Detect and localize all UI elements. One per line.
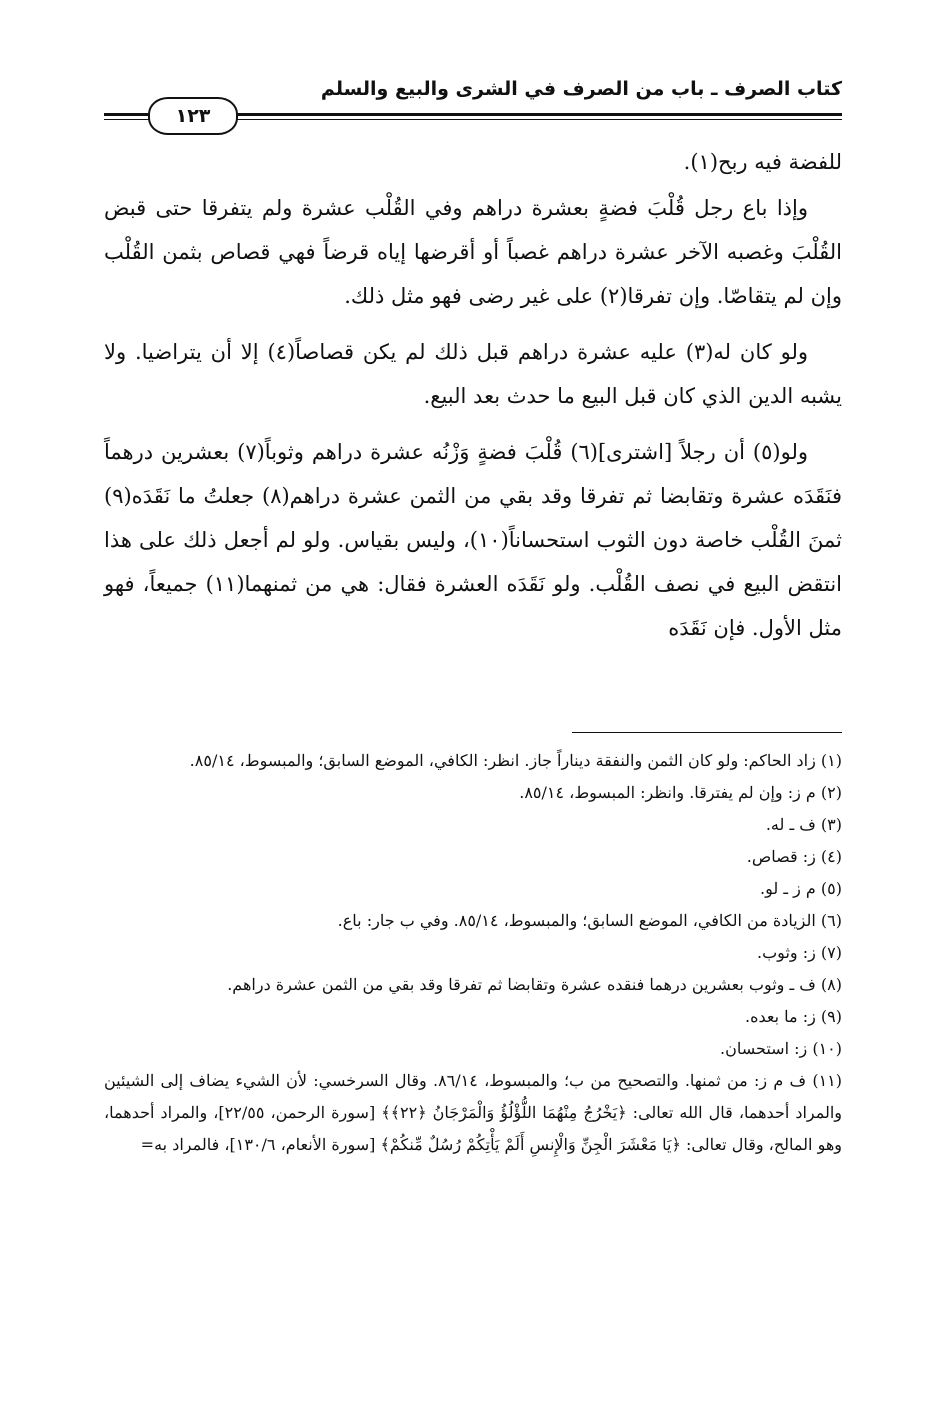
footnotes — [104, 745, 842, 1161]
page-number-badge: ١٢٣ — [148, 97, 238, 135]
footnote-4: (٤) ز: قصاص. — [746, 847, 842, 866]
footnote-11: (١١) ف م ز: من ثمنها. والتصحيح من ب؛ والمبسوط، ٨٦/١٤. وقال السرخسي: لأن الشيء يضاف إلى الشيئين والمراد أحدهما، قال الله تعالى: ﴿يَخْرُجُ مِنْهُمَا اللُّؤْلُؤُ وَالْمَرْجَانُ ﴿٢٢﴾﴾ [سورة الرحمن، ٢٢/٥٥]، والمراد أحدهما، وهو المالح، وقال تعالى: ﴿يَا مَعْشَرَ الْجِنِّ وَالْإِنسِ أَلَمْ يَأْتِكُمْ رُسُلٌ مِّنكُمْ﴾ [سورة الأنعام، ١٣٠/٦]، فالمراد به= — [104, 1071, 843, 1154]
footnote-6: (٦) الزيادة من الكافي، الموضع السابق؛ والمبسوط، ٨٥/١٤. وفي ب جار: باع. — [337, 911, 842, 930]
footnote-8: (٨) ف ـ وثوب بعشرين درهما فنقده عشرة وتقابضا ثم تفرقا وقد بقي من الثمن عشرة دراهم. — [227, 975, 842, 994]
running-header-title: كتاب الصرف ـ باب من الصرف في الشرى والبيع والسلم — [320, 78, 842, 100]
paragraph-1: للفضة فيه ربح(١). — [683, 150, 842, 174]
footnote-10: (١٠) ز: استحسان. — [720, 1039, 842, 1058]
footnote-7: (٧) ز: وثوب. — [757, 943, 842, 962]
footnote-separator — [572, 732, 842, 733]
footnote-9: (٩) ز: ما بعده. — [745, 1007, 842, 1026]
footnote-5: (٥) م ز ـ لو. — [760, 879, 842, 898]
footnote-3: (٣) ف ـ له. — [765, 815, 842, 834]
footnote-1: (١) زاد الحاكم: ولو كان الثمن والنفقة ديناراً جاز. انظر: الكافي، الموضع السابق؛ والمبسوط، ٨٥/١٤. — [189, 751, 842, 770]
main-text — [104, 140, 842, 662]
footnote-2: (٢) م ز: وإن لم يفترقا. وانظر: المبسوط، ٨٥/١٤. — [519, 783, 842, 802]
paragraph-4: ولو(٥) أن رجلاً [اشترى](٦) قُلْبَ فضةٍ وَزْنُه عشرة دراهم وثوباً(٧) بعشرين درهماً فنَقَدَه عشرة وتقابضا ثم تفرقا وقد بقي من الثمن عشرة دراهم(٨) جعلتُ ما نَقَدَه(٩) ثمنَ القُلْب خاصة دون الثوب استحساناً(١٠)، وليس بقياس. ولو لم أجعل ذلك على هذا انتقض البيع في نصف القُلْب. ولو نَقَدَه العشرة فقال: هي من ثمنهما(١١) جميعاً، فهو مثل الأول. فإن نَقَدَه — [104, 440, 842, 640]
paragraph-3: ولو كان له(٣) عليه عشرة دراهم قبل ذلك لم يكن قصاصاً(٤) إلا أن يتراضيا. ولا يشبه الدين الذي كان قبل البيع ما حدث بعد البيع. — [104, 340, 842, 408]
paragraph-2: وإذا باع رجل قُلْبَ فضةٍ بعشرة دراهم وفي القُلْب عشرة ولم يتفرقا حتى قبض القُلْبَ وغصبه الآخر عشرة دراهم غصباً أو أقرضها إياه قرضاً فهي قصاص بثمن القُلْب وإن لم يتقاصّا. وإن تفرقا(٢) على غير رضى فهو مثل ذلك. — [104, 196, 842, 308]
